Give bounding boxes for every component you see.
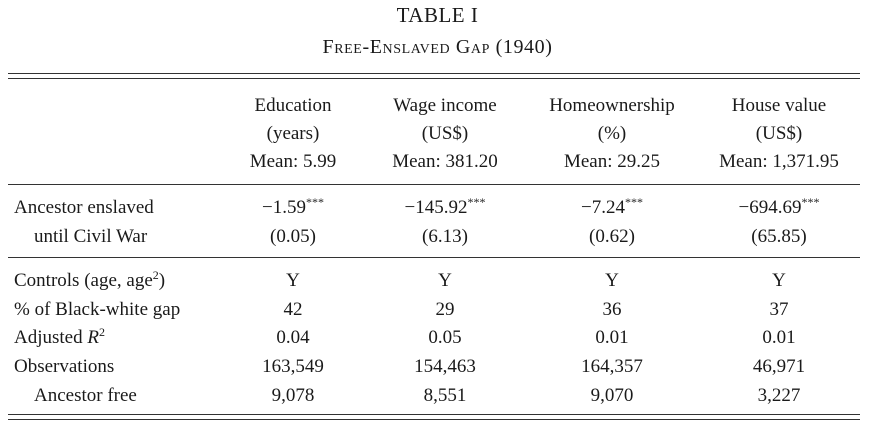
estimate-wage-income: −145.92*** — [404, 195, 486, 218]
se-education: (0.05) — [270, 226, 316, 247]
se-house-value: (65.85) — [751, 226, 807, 247]
col-header-house-value: House value (US$) Mean: 1,371.95 — [719, 95, 839, 172]
gap-label: % of Black-white gap — [14, 299, 181, 320]
gap-house-value: 37 — [769, 299, 789, 320]
estimate-education: −1.59*** — [262, 195, 324, 218]
controls-homeownership: Y — [605, 270, 619, 291]
r2-education: 0.04 — [276, 327, 310, 348]
header-rule — [8, 184, 860, 185]
free-homeownership: 9,070 — [590, 385, 634, 406]
controls-wage-income: Y — [438, 270, 452, 291]
free-label: Ancestor free — [34, 385, 137, 406]
obs-wage-income: 154,463 — [414, 356, 476, 377]
obs-education: 163,549 — [262, 356, 324, 377]
controls-label: Controls (age, age$^2$) — [14, 268, 166, 291]
free-house-value: 3,227 — [757, 385, 801, 406]
free-wage-income: 8,551 — [423, 385, 467, 406]
gap-wage-income: 29 — [435, 299, 455, 320]
gap-education: 42 — [283, 299, 303, 320]
estimate-homeownership: −7.24*** — [581, 195, 643, 218]
table-subtitle: Free-Enslaved Gap (1940) — [322, 36, 553, 58]
top-rule-2 — [8, 78, 860, 79]
col-header-homeownership: Homeownership (%) Mean: 29.25 — [549, 95, 675, 172]
bottom-rule-2 — [8, 419, 860, 420]
free-education: 9,078 — [271, 385, 315, 406]
obs-label: Observations — [14, 356, 115, 377]
se-wage-income: (6.13) — [422, 226, 468, 247]
col-header-education: Education (years) Mean: 5.99 — [249, 95, 337, 172]
coef-label-line1: Ancestor enslaved — [14, 197, 154, 218]
obs-homeownership: 164,357 — [581, 356, 643, 377]
se-homeownership: (0.62) — [589, 226, 635, 247]
coef-label-line2: until Civil War — [34, 226, 148, 247]
r2-homeownership: 0.01 — [595, 327, 629, 348]
obs-house-value: 46,971 — [752, 356, 806, 377]
table-title: TABLE I — [396, 3, 479, 27]
estimate-house-value: −694.69*** — [738, 195, 820, 218]
bottom-rule-1 — [8, 414, 860, 415]
top-rule-1 — [8, 73, 860, 74]
controls-house-value: Y — [772, 270, 786, 291]
controls-education: Y — [286, 270, 300, 291]
r2-wage-income: 0.05 — [428, 327, 462, 348]
r2-house-value: 0.01 — [762, 327, 796, 348]
coef-rule — [8, 257, 860, 258]
gap-homeownership: 36 — [602, 299, 622, 320]
col-header-wage-income: Wage income (US$) Mean: 381.20 — [392, 95, 498, 172]
r2-label: Adjusted $R^2$ — [14, 325, 105, 348]
